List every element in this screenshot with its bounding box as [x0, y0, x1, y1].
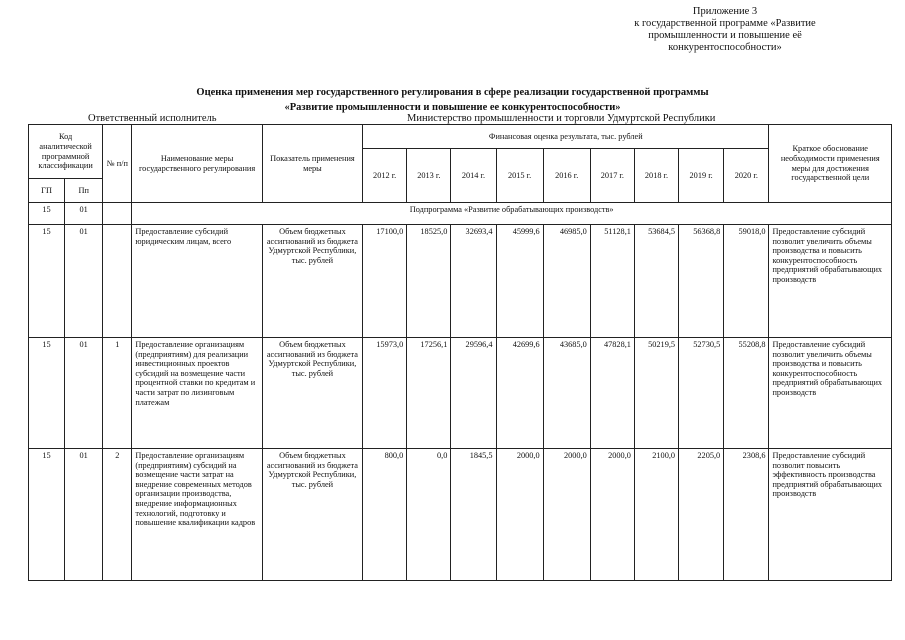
cell-value: 43685,0 [543, 338, 590, 449]
cell-value: 32693,4 [451, 225, 496, 338]
cell-measure: Предоставление организациям (предприятиям) субсидий на возмещение части затрат на внедрение современных методов организации производства, внедрение информационных технологий, подготовку и повышение квалификации кадров [132, 449, 262, 581]
header-justification: Краткое обоснование необходимости применения меры для достижения государственной цели [769, 125, 892, 203]
header-year: 2018 г. [634, 149, 678, 203]
header-financial: Финансовая оценка результата, тыс. рублей [363, 125, 769, 149]
cell-measure: Предоставление субсидий юридическим лицам, всего [132, 225, 262, 338]
header-measure-name: Наименование меры государственного регулирования [132, 125, 262, 203]
cell-gp: 15 [29, 338, 65, 449]
cell-value: 18525,0 [407, 225, 451, 338]
header-year: 2014 г. [451, 149, 496, 203]
cell-value: 15973,0 [363, 338, 407, 449]
cell-value: 2000,0 [496, 449, 543, 581]
header-year: 2015 г. [496, 149, 543, 203]
cell-justification: Предоставление субсидий позволит увеличить объемы производства и повысить конкурентоспособность предприятий обрабатывающих производств [769, 338, 892, 449]
appendix-line: к государственной программе «Развитие [634, 18, 816, 29]
cell-value: 2100,0 [634, 449, 678, 581]
header-year: 2017 г. [590, 149, 634, 203]
cell-gp: 15 [29, 225, 65, 338]
cell-justification: Предоставление субсидий позволит увеличить объемы производства и повысить конкурентоспособность предприятий обрабатывающих производств [769, 225, 892, 338]
cell-value: 55208,8 [724, 338, 769, 449]
cell-value: 59018,0 [724, 225, 769, 338]
measures-table [28, 124, 892, 581]
cell-value: 800,0 [363, 449, 407, 581]
header-year: 2013 г. [407, 149, 451, 203]
header-num: № п/п [103, 125, 132, 203]
cell-value: 53684,5 [634, 225, 678, 338]
cell-value: 0,0 [407, 449, 451, 581]
table-row [29, 225, 892, 338]
document-subtitle: «Развитие промышленности и повышение ее конкурентоспособности» [284, 102, 621, 113]
cell-value: 45999,6 [496, 225, 543, 338]
cell-indicator: Объем бюджетных ассигнований из бюджета Удмуртской Республики, тыс. рублей [262, 338, 362, 449]
cell-value: 17100,0 [363, 225, 407, 338]
header-year: 2019 г. [679, 149, 724, 203]
cell-value: 50219,5 [634, 338, 678, 449]
cell-num: 1 [103, 338, 132, 449]
document-title: Оценка применения мер государственного регулирования в сфере реализации государственной программы [196, 87, 709, 98]
cell-value: 17256,1 [407, 338, 451, 449]
cell-indicator: Объем бюджетных ассигнований из бюджета Удмуртской Республики, тыс. рублей [262, 225, 362, 338]
header-gp: ГП [29, 179, 65, 203]
header-code: Код аналитической программной классификации [29, 125, 103, 179]
cell-num [103, 203, 132, 225]
header-year: 2016 г. [543, 149, 590, 203]
cell-indicator: Объем бюджетных ассигнований из бюджета Удмуртской Республики, тыс. рублей [262, 449, 362, 581]
cell-justification: Предоставление субсидий позволит повысить эффективность производства предприятий обрабатывающих производств [769, 449, 892, 581]
cell-value: 51128,1 [590, 225, 634, 338]
appendix-note [600, 6, 850, 54]
responsible-value: Министерство промышленности и торговли Удмуртской Республики [407, 113, 716, 124]
cell-value: 2000,0 [590, 449, 634, 581]
table-row [29, 338, 892, 449]
appendix-line: промышленности и повышение её [648, 30, 802, 41]
subprogram-row [29, 203, 892, 225]
header-indicator: Показатель применения меры [262, 125, 362, 203]
table-row [29, 449, 892, 581]
subprogram-name: Подпрограмма «Развитие обрабатывающих производств» [132, 203, 892, 225]
cell-pp: 01 [65, 225, 103, 338]
appendix-line: Приложение 3 [692, 6, 758, 17]
cell-gp: 15 [29, 203, 65, 225]
cell-value: 2000,0 [543, 449, 590, 581]
header-pp: Пп [65, 179, 103, 203]
cell-value: 47828,1 [590, 338, 634, 449]
cell-gp: 15 [29, 449, 65, 581]
cell-value: 1845,5 [451, 449, 496, 581]
responsible-label: Ответственный исполнитель [88, 113, 217, 124]
cell-value: 2205,0 [679, 449, 724, 581]
cell-value: 2308,6 [724, 449, 769, 581]
cell-pp: 01 [65, 338, 103, 449]
header-year: 2012 г. [363, 149, 407, 203]
cell-num [103, 225, 132, 338]
cell-value: 29596,4 [451, 338, 496, 449]
cell-num: 2 [103, 449, 132, 581]
cell-pp: 01 [65, 203, 103, 225]
cell-value: 42699,6 [496, 338, 543, 449]
appendix-line: конкурентоспособности» [668, 42, 782, 53]
cell-measure: Предоставление организациям (предприятиям) для реализации инвестиционных проектов субсидий на возмещение части процентной ставки по кредитам и части затрат по лизинговым платежам [132, 338, 262, 449]
header-row [29, 125, 892, 149]
cell-value: 52730,5 [679, 338, 724, 449]
cell-pp: 01 [65, 449, 103, 581]
cell-value: 56368,8 [679, 225, 724, 338]
header-year: 2020 г. [724, 149, 769, 203]
cell-value: 46985,0 [543, 225, 590, 338]
